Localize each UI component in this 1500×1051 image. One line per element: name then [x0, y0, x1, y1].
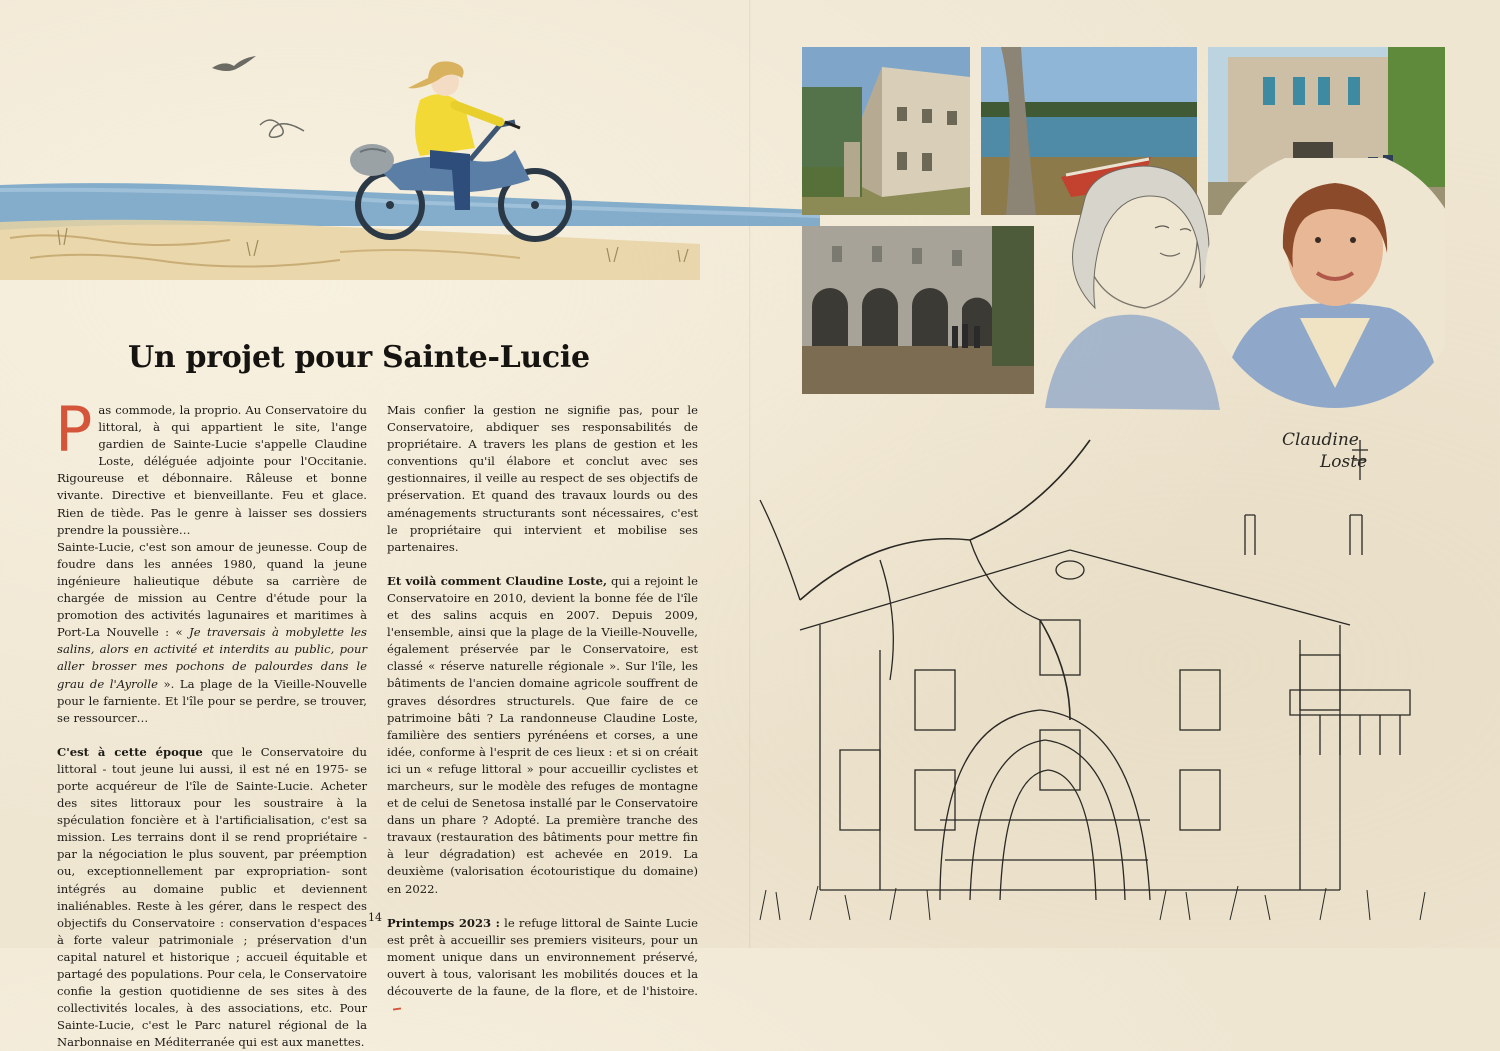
moped-illustration	[0, 30, 820, 280]
lead-in: Printemps 2023 :	[387, 915, 500, 930]
manor-house-sketch	[740, 420, 1460, 925]
text-column-right	[387, 402, 698, 1017]
quote: Je traversais à mobylette les salins, alors en activité et interdits au public, pour aller brosser mes pochons de palourdes dans le grau de l'Ayrolle	[57, 625, 367, 691]
paragraph-youth-start: Sainte-Lucie, c'est son amour de jeunesse. Coup de foudre dans les années 1980, quand la jeune ingénieure halieutique débute sa carrière de chargée de mission au Centre d'étude pour la promotion des activités lagunaires et maritimes à Port-La Nouvelle : «	[57, 539, 367, 640]
intro-text: as commode, la proprio. Au Conservatoire du littoral, à qui appartient le site, l'ange gardien de Sainte-Lucie s'appelle Claudine Loste, déléguée adjointe pour l'Occitanie. Rigoureuse et débonnaire. Râleuse et bonne vivante. Directive et bienveillante. Feu et glace. Rien de tiède. Pas le genre à laisser ses dossiers prendre la poussière…	[57, 403, 367, 537]
paragraph-management: Mais confier la gestion ne signifie pas, pour le Conservatoire, abdiquer ses responsabilités de propriétaire. A travers les plans de gestion et les conventions qu'il élabore et conclut avec ses gestionnaires, il veille au respect de ses objectifs de préservation. Et quand des travaux lourds ou des aménagements structurants sont nécessaires, c'est le propriétaire qui intervient et mobilise ses partenaires.	[387, 403, 698, 554]
claudine-portrait	[1035, 158, 1445, 430]
drop-cap: P	[55, 393, 93, 466]
paragraph-conservatoire	[57, 744, 367, 1051]
paragraph-claudine	[387, 573, 698, 898]
paragraph-spring	[387, 915, 698, 1018]
text-column-left	[55, 393, 367, 1051]
building-facade-photo	[802, 47, 970, 215]
end-mark	[393, 1008, 401, 1011]
article-title: Un projet pour Sainte-Lucie	[128, 340, 590, 375]
page-number: 14	[368, 911, 382, 924]
paragraph-body: que le Conservatoire du littoral - tout jeune lui aussi, il est né en 1975- se porte acquéreur de l'île de Sainte-Lucie. Acheter des sites littoraux pour les soustraire à la spéculation foncière et à l'artificialisation, c'est sa mission. Les terrains dont il se rend propriétaire -par la négociation le plus souvent, par préemption ou, exceptionnellement par expropriation- sont intégrés au domaine public et deviennent inaliénables. Reste à les gérer, dans le respect des objectifs du Conservatoire : conservation d'espaces à forte valeur patrimoniale ; préservation d'un capital naturel et historique ; accueil équitable et partagé des populations. Pour cela, le Conservatoire confie la gestion quotidienne de ses sites à des collectivités locales, à des associations, etc. Pour Sainte-Lucie, c'est le Parc naturel régional de la Narbonnaise en Méditerranée qui est aux manettes.	[57, 744, 367, 1050]
lead-in: C'est à cette époque	[57, 744, 203, 759]
paragraph-youth	[57, 539, 367, 727]
signature-line2: Loste	[1320, 452, 1368, 472]
paragraph-body: le refuge littoral de Sainte Lucie est prêt à accueillir ses premiers visiteurs, pour un moment unique dans un environnement préservé, ouvert à tous, valorisant les mobilités douces et la découverte de la faune, de la flore, et de l'histoire.	[387, 915, 698, 998]
paragraph-youth-end: ». La plage de la Vieille-Nouvelle pour le farniente. Et l'île pour se perdre, se trouver, se ressourcer…	[57, 676, 367, 725]
paragraph-body: qui a rejoint le Conservatoire en 2010, devient la bonne fée de l'île et des salins acquis en 2007. Depuis 2009, l'ensemble, ainsi que la plage de la Vieille-Nouvelle, également préservée par le Conservatoire, est classé « réserve naturelle régionale ». Sur l'île, les bâtiments de l'ancien domaine agricole souffrent de graves désordres structurels. Que faire de ce patrimoine bâti ? La randonneuse Claudine Loste, familière des sentiers pyrénéens et corses, a une idée, conforme à l'esprit de ces lieux : et si on créait ici un « refuge littoral » pour accueillir cyclistes et marcheurs, sur le modèle des refuges de montagne et de celui de Senetosa installé par le Conservatoire dans un phare ? Adopté. La première tranche des travaux (restauration des bâtiments pour mettre fin à leur dégradation) est achevée en 2019. La deuxième (valorisation écotouristique du domaine) en 2022.	[387, 573, 698, 896]
signature-line1: Claudine	[1282, 430, 1359, 450]
lead-in: Et voilà comment Claudine Loste,	[387, 573, 608, 588]
intro-paragraph	[55, 393, 367, 539]
arcade-courtyard-photo	[802, 226, 1034, 394]
